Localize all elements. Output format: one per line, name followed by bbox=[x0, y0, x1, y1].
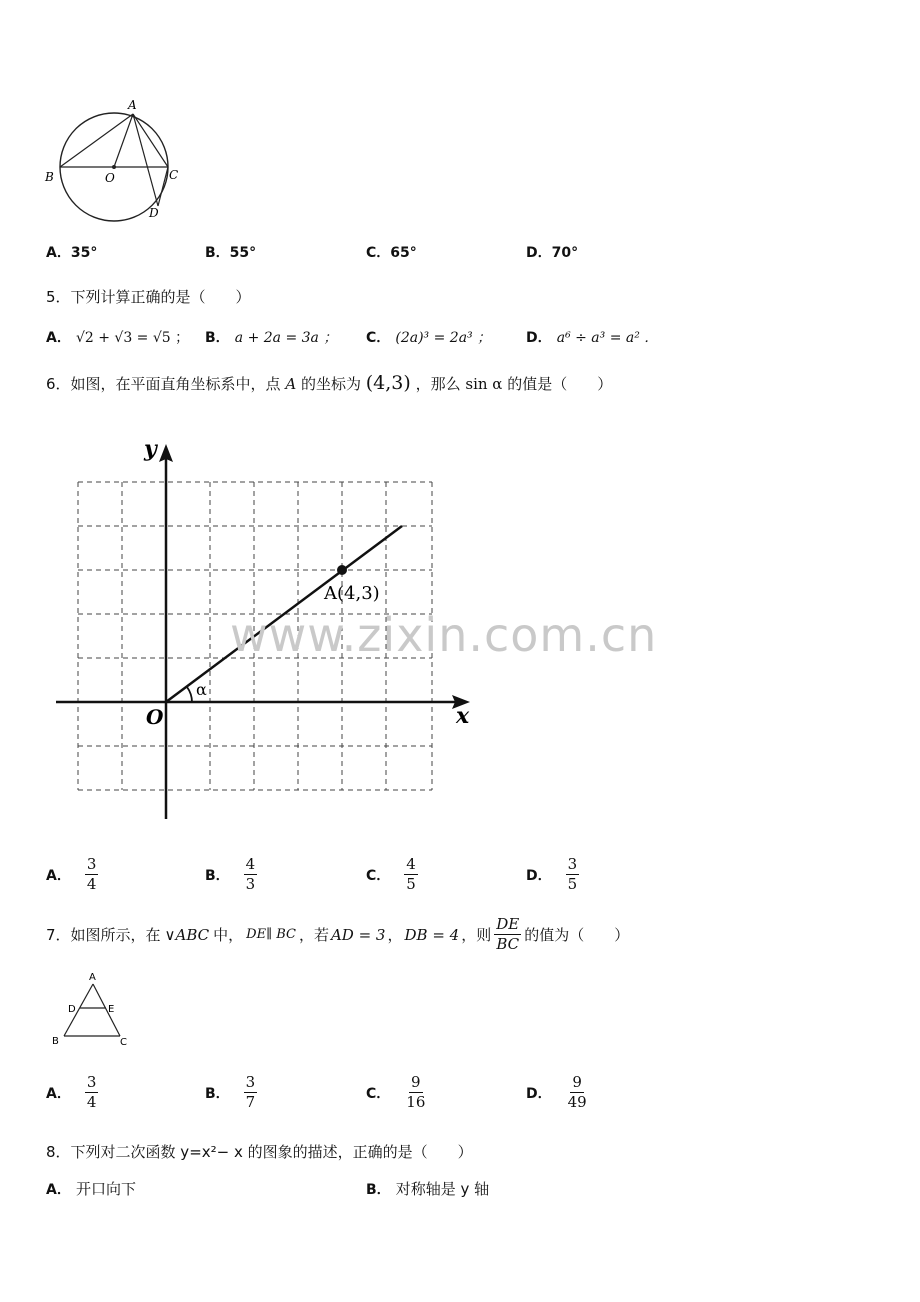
label-d: D bbox=[149, 206, 159, 220]
denominator: 5 bbox=[567, 875, 578, 894]
q7-stem-sep: ， bbox=[387, 926, 403, 945]
option-fraction bbox=[244, 1074, 258, 1112]
numerator: 9 bbox=[570, 1074, 584, 1093]
watermark: www.zixin.com.cn bbox=[230, 608, 658, 662]
q7-stem-ad: AD = 3 bbox=[330, 925, 386, 944]
numerator: 4 bbox=[244, 856, 258, 875]
q7-stem-mid: 中， bbox=[213, 926, 244, 945]
q6-option-b[interactable] bbox=[205, 856, 257, 894]
q7-stem-db: DB = 4 bbox=[404, 925, 460, 944]
option-letter: C． bbox=[366, 245, 391, 261]
option-letter: B． bbox=[366, 1182, 391, 1198]
denominator: 4 bbox=[86, 875, 97, 894]
option-fraction bbox=[244, 856, 258, 894]
q4-option-a[interactable] bbox=[46, 242, 97, 262]
option-letter: A． bbox=[46, 330, 71, 346]
option-fraction bbox=[566, 1074, 589, 1112]
option-letter: A． bbox=[46, 1182, 71, 1198]
q8-option-a[interactable] bbox=[46, 1178, 136, 1199]
q7-stem-parallel: DE∥ BC bbox=[246, 927, 296, 943]
option-fraction bbox=[85, 1074, 99, 1112]
option-text: 70° bbox=[551, 245, 579, 261]
q6-stem-mid2: ，那么 bbox=[415, 375, 461, 393]
label-d: D bbox=[68, 1004, 76, 1015]
q6-stem-pre: 6．如图，在平面直角坐标系中，点 bbox=[46, 375, 281, 393]
label-b: B bbox=[45, 170, 54, 184]
numerator: 9 bbox=[409, 1074, 423, 1093]
option-letter: C． bbox=[366, 1085, 391, 1102]
q7-option-c[interactable] bbox=[366, 1074, 427, 1112]
q7-option-d[interactable] bbox=[526, 1074, 589, 1112]
q5-option-b[interactable] bbox=[205, 327, 337, 347]
option-letter: B． bbox=[205, 330, 230, 346]
q6-stem-sin: sin α bbox=[465, 375, 503, 393]
q7-triangle-figure bbox=[48, 968, 138, 1050]
label-a: A bbox=[89, 972, 96, 983]
center-dot bbox=[112, 165, 116, 169]
segment-ac bbox=[133, 114, 168, 167]
option-fraction bbox=[404, 1074, 427, 1112]
numerator: 3 bbox=[85, 1074, 99, 1093]
q7-stem-mid3: ，则 bbox=[461, 926, 492, 945]
denominator: 16 bbox=[406, 1093, 426, 1112]
numerator: 3 bbox=[85, 856, 99, 875]
q4-option-d[interactable] bbox=[526, 242, 578, 262]
option-text: √2 + √3 = √5 ； bbox=[75, 330, 190, 346]
point-a bbox=[337, 565, 347, 575]
option-fraction bbox=[404, 856, 418, 894]
label-c: C bbox=[169, 168, 179, 182]
segment-ao bbox=[114, 114, 133, 167]
q5-option-a[interactable] bbox=[46, 327, 189, 347]
denominator: 7 bbox=[245, 1093, 256, 1112]
label-c: C bbox=[120, 1037, 127, 1048]
point-a-label: A(4,3) bbox=[324, 583, 380, 604]
q5-stem: 5．下列计算正确的是（ ） bbox=[46, 288, 251, 306]
q7-option-b[interactable] bbox=[205, 1074, 257, 1112]
denominator: 3 bbox=[245, 875, 256, 894]
q7-stem bbox=[46, 916, 629, 954]
segment-ad bbox=[133, 114, 158, 206]
option-text: a + 2a = 3a ； bbox=[234, 330, 338, 346]
numerator: DE bbox=[494, 916, 521, 935]
side-ac bbox=[93, 984, 120, 1036]
denominator: BC bbox=[496, 935, 520, 954]
label-a: A bbox=[128, 98, 137, 112]
option-fraction bbox=[85, 856, 99, 894]
q7-stem-fraction bbox=[494, 916, 521, 954]
q6-stem-coord: (4,3) bbox=[365, 372, 411, 394]
x-axis-label: x bbox=[456, 703, 470, 729]
option-text: 55° bbox=[229, 245, 257, 261]
option-text: 65° bbox=[390, 245, 417, 261]
option-text: (2a)³ = 2a³ ； bbox=[395, 330, 492, 346]
y-axis-label: y bbox=[144, 436, 157, 462]
q5-option-d[interactable] bbox=[526, 327, 658, 347]
q7-stem-triangle: ∨ABC bbox=[164, 925, 210, 944]
q5-option-c[interactable] bbox=[366, 327, 491, 347]
option-letter: D． bbox=[526, 867, 552, 884]
q6-stem-mid: 的坐标为 bbox=[300, 375, 361, 393]
angle-label: α bbox=[196, 680, 207, 699]
option-letter: A． bbox=[46, 1085, 71, 1102]
q6-stem-point: A bbox=[285, 375, 297, 393]
option-letter: D． bbox=[526, 1085, 552, 1102]
label-e: E bbox=[108, 1004, 115, 1015]
q7-stem-post: 的值为（ ） bbox=[524, 926, 630, 945]
option-letter: C． bbox=[366, 330, 391, 346]
option-letter: D． bbox=[526, 330, 552, 346]
option-letter: C． bbox=[366, 867, 391, 884]
q4-circle-figure bbox=[40, 95, 190, 225]
q8-option-b[interactable] bbox=[366, 1178, 489, 1199]
option-letter: A． bbox=[46, 867, 71, 884]
option-text: 35° bbox=[70, 245, 98, 261]
option-fraction bbox=[566, 856, 580, 894]
q6-stem-post: 的值是（ ） bbox=[507, 375, 613, 393]
q6-option-d[interactable] bbox=[526, 856, 579, 894]
numerator: 3 bbox=[244, 1074, 258, 1093]
option-letter: B． bbox=[205, 1085, 230, 1102]
numerator: 3 bbox=[566, 856, 580, 875]
numerator: 4 bbox=[404, 856, 418, 875]
origin-label: O bbox=[146, 705, 164, 729]
label-o: O bbox=[105, 171, 115, 185]
q7-option-a[interactable] bbox=[46, 1074, 98, 1112]
segment-ab bbox=[60, 114, 133, 167]
q7-stem-pre: 7．如图所示，在 bbox=[46, 926, 161, 945]
q7-stem-mid2: ，若 bbox=[298, 926, 329, 945]
denominator: 4 bbox=[86, 1093, 97, 1112]
q4-option-c[interactable] bbox=[366, 242, 417, 262]
option-letter: A． bbox=[46, 245, 71, 261]
option-text: 对称轴是 y 轴 bbox=[395, 1180, 490, 1198]
option-letter: D． bbox=[526, 245, 552, 261]
segment-cd bbox=[158, 167, 168, 206]
q8-stem: 8．下列对二次函数 y=x²− x 的图象的描述，正确的是（ ） bbox=[46, 1143, 473, 1161]
denominator: 49 bbox=[567, 1093, 587, 1112]
q6-option-a[interactable] bbox=[46, 856, 98, 894]
q6-stem bbox=[46, 372, 612, 394]
denominator: 5 bbox=[406, 875, 416, 894]
angle-arc bbox=[187, 687, 192, 702]
q4-option-b[interactable] bbox=[205, 242, 256, 262]
q6-option-c[interactable] bbox=[366, 856, 418, 894]
option-text: a⁶ ÷ a³ = a² ． bbox=[556, 330, 659, 346]
label-b: B bbox=[52, 1036, 59, 1047]
option-letter: B． bbox=[205, 245, 230, 261]
option-letter: B． bbox=[205, 867, 230, 884]
option-text: 开口向下 bbox=[75, 1180, 136, 1198]
